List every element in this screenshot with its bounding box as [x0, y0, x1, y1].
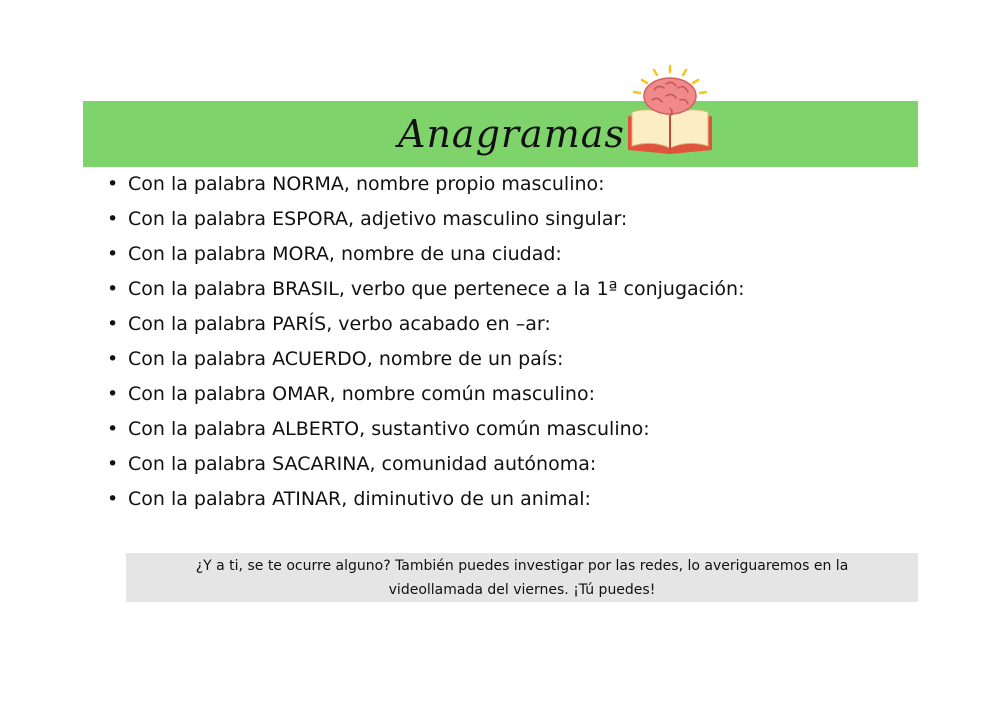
list-item	[104, 307, 744, 342]
list-item-text: Con la palabra ACUERDO, nombre de un país:	[128, 348, 564, 370]
anagram-list	[104, 167, 744, 517]
list-item	[104, 237, 744, 272]
bullet-icon: •	[107, 348, 119, 370]
list-item	[104, 202, 744, 237]
list-item	[104, 377, 744, 412]
footer-line-1: ¿Y a ti, se te ocurre alguno? También puedes investigar por las redes, lo averiguaremos en la	[195, 558, 849, 574]
list-item-text: Con la palabra BRASIL, verbo que pertenece a la 1ª conjugación:	[128, 278, 745, 300]
footer-note	[126, 553, 918, 602]
list-item	[104, 167, 744, 202]
bullet-icon: •	[107, 383, 119, 405]
bullet-icon: •	[107, 243, 119, 265]
list-item	[104, 482, 744, 517]
list-item-text: Con la palabra ESPORA, adjetivo masculino singular:	[128, 208, 628, 230]
list-item-text: Con la palabra PARÍS, verbo acabado en –ar:	[128, 313, 551, 335]
page-title: Anagramas	[398, 112, 625, 156]
brain-on-book-icon	[624, 62, 716, 158]
bullet-icon: •	[107, 418, 119, 440]
bullet-icon: •	[107, 488, 119, 510]
list-item	[104, 447, 744, 482]
list-item-text: Con la palabra ALBERTO, sustantivo común masculino:	[128, 418, 650, 440]
list-item-text: Con la palabra NORMA, nombre propio masculino:	[128, 173, 605, 195]
bullet-icon: •	[107, 173, 119, 195]
bullet-icon: •	[107, 453, 119, 475]
footer-line-2: videollamada del viernes. ¡Tú puedes!	[388, 582, 656, 598]
list-item-text: Con la palabra SACARINA, comunidad autónoma:	[128, 453, 597, 475]
list-item	[104, 272, 744, 307]
list-item	[104, 412, 744, 447]
bullet-icon: •	[107, 208, 119, 230]
list-item	[104, 342, 744, 377]
list-item-text: Con la palabra OMAR, nombre común masculino:	[128, 383, 595, 405]
list-item-text: Con la palabra ATINAR, diminutivo de un animal:	[128, 488, 591, 510]
bullet-icon: •	[107, 313, 119, 335]
bullet-icon: •	[107, 278, 119, 300]
list-item-text: Con la palabra MORA, nombre de una ciudad:	[128, 243, 562, 265]
